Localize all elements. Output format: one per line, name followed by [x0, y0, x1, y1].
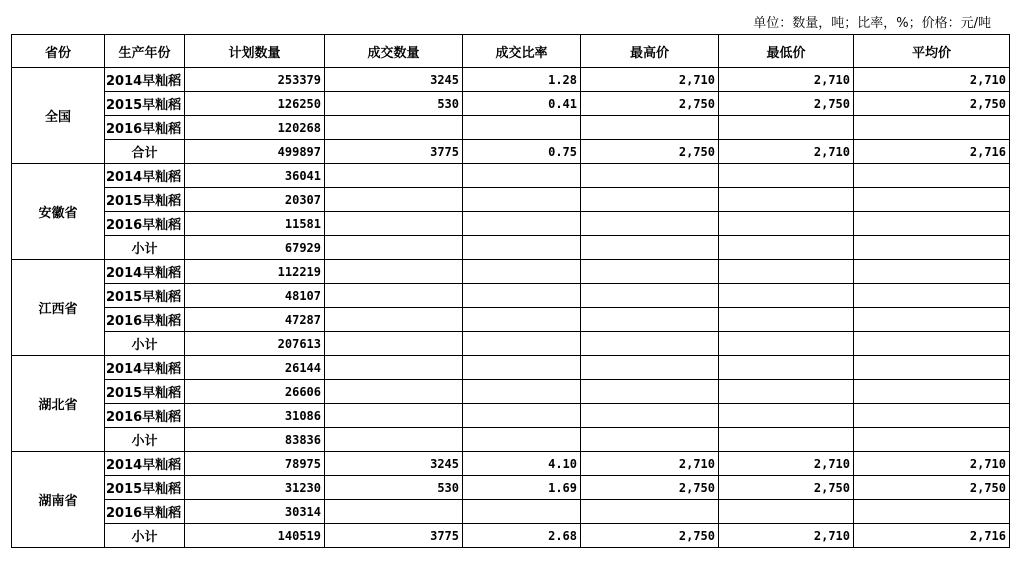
planned-qty-cell: 26144 — [185, 356, 325, 380]
min-price-cell — [719, 212, 854, 236]
max-price-cell — [581, 380, 719, 404]
avg-price-cell: 2,710 — [854, 452, 1010, 476]
avg-price-cell — [854, 188, 1010, 212]
trade-ratio-cell — [463, 380, 581, 404]
table-row — [12, 404, 1010, 428]
trade-ratio-cell — [463, 116, 581, 140]
year-cell: 2015早籼稻 — [105, 380, 185, 404]
table-row — [12, 164, 1010, 188]
max-price-cell — [581, 116, 719, 140]
trade-ratio-cell: 0.41 — [463, 92, 581, 116]
col-traded-qty: 成交数量 — [325, 35, 463, 68]
min-price-cell — [719, 164, 854, 188]
col-avg-price: 平均价 — [854, 35, 1010, 68]
table-row — [12, 260, 1010, 284]
planned-qty-cell: 30314 — [185, 500, 325, 524]
year-cell: 小计 — [105, 236, 185, 260]
trade-ratio-cell: 4.10 — [463, 452, 581, 476]
max-price-cell — [581, 428, 719, 452]
traded-qty-cell: 3245 — [325, 68, 463, 92]
avg-price-cell — [854, 164, 1010, 188]
max-price-cell: 2,750 — [581, 92, 719, 116]
trade-ratio-cell: 2.68 — [463, 524, 581, 548]
planned-qty-cell: 26606 — [185, 380, 325, 404]
avg-price-cell: 2,710 — [854, 68, 1010, 92]
traded-qty-cell: 530 — [325, 92, 463, 116]
min-price-cell — [719, 428, 854, 452]
year-cell: 2015早籼稻 — [105, 188, 185, 212]
traded-qty-cell — [325, 380, 463, 404]
col-planned-qty: 计划数量 — [185, 35, 325, 68]
min-price-cell: 2,710 — [719, 524, 854, 548]
trade-ratio-cell: 1.69 — [463, 476, 581, 500]
max-price-cell — [581, 188, 719, 212]
traded-qty-cell: 3245 — [325, 452, 463, 476]
traded-qty-cell: 3775 — [325, 140, 463, 164]
year-cell: 2016早籼稻 — [105, 116, 185, 140]
max-price-cell: 2,750 — [581, 140, 719, 164]
min-price-cell: 2,710 — [719, 452, 854, 476]
min-price-cell — [719, 284, 854, 308]
max-price-cell — [581, 308, 719, 332]
traded-qty-cell: 3775 — [325, 524, 463, 548]
avg-price-cell — [854, 308, 1010, 332]
max-price-cell — [581, 356, 719, 380]
avg-price-cell: 2,750 — [854, 92, 1010, 116]
year-cell: 2014早籼稻 — [105, 68, 185, 92]
min-price-cell — [719, 188, 854, 212]
planned-qty-cell: 31086 — [185, 404, 325, 428]
max-price-cell — [581, 332, 719, 356]
table-row — [12, 452, 1010, 476]
avg-price-cell — [854, 212, 1010, 236]
traded-qty-cell — [325, 164, 463, 188]
table-row — [12, 308, 1010, 332]
auction-results-table — [11, 34, 1010, 548]
avg-price-cell: 2,716 — [854, 140, 1010, 164]
avg-price-cell — [854, 380, 1010, 404]
province-cell: 湖南省 — [12, 452, 105, 548]
trade-ratio-cell — [463, 404, 581, 428]
province-cell: 江西省 — [12, 260, 105, 356]
planned-qty-cell: 31230 — [185, 476, 325, 500]
unit-note: 单位：数量，吨；比率，%；价格：元/吨 — [753, 16, 991, 31]
trade-ratio-cell — [463, 236, 581, 260]
min-price-cell — [719, 380, 854, 404]
traded-qty-cell — [325, 236, 463, 260]
min-price-cell: 2,750 — [719, 92, 854, 116]
planned-qty-cell: 253379 — [185, 68, 325, 92]
min-price-cell — [719, 116, 854, 140]
year-cell: 2016早籼稻 — [105, 500, 185, 524]
trade-ratio-cell — [463, 500, 581, 524]
year-cell: 2014早籼稻 — [105, 356, 185, 380]
col-trade-ratio: 成交比率 — [463, 35, 581, 68]
trade-ratio-cell — [463, 188, 581, 212]
planned-qty-cell: 140519 — [185, 524, 325, 548]
planned-qty-cell: 112219 — [185, 260, 325, 284]
max-price-cell — [581, 212, 719, 236]
planned-qty-cell: 78975 — [185, 452, 325, 476]
avg-price-cell — [854, 236, 1010, 260]
trade-ratio-cell — [463, 308, 581, 332]
traded-qty-cell — [325, 428, 463, 452]
table-row — [12, 116, 1010, 140]
header-row — [12, 35, 1010, 68]
year-cell: 2015早籼稻 — [105, 476, 185, 500]
year-cell: 小计 — [105, 428, 185, 452]
traded-qty-cell — [325, 212, 463, 236]
traded-qty-cell — [325, 188, 463, 212]
traded-qty-cell — [325, 332, 463, 356]
trade-ratio-cell — [463, 356, 581, 380]
province-cell: 安徽省 — [12, 164, 105, 260]
traded-qty-cell — [325, 116, 463, 140]
trade-ratio-cell — [463, 212, 581, 236]
planned-qty-cell: 36041 — [185, 164, 325, 188]
avg-price-cell: 2,750 — [854, 476, 1010, 500]
table-row — [12, 500, 1010, 524]
planned-qty-cell: 11581 — [185, 212, 325, 236]
avg-price-cell — [854, 404, 1010, 428]
min-price-cell — [719, 404, 854, 428]
year-cell: 小计 — [105, 332, 185, 356]
table-row — [12, 332, 1010, 356]
col-min-price: 最低价 — [719, 35, 854, 68]
traded-qty-cell — [325, 284, 463, 308]
min-price-cell — [719, 260, 854, 284]
max-price-cell: 2,750 — [581, 524, 719, 548]
min-price-cell — [719, 332, 854, 356]
table-row — [12, 356, 1010, 380]
avg-price-cell — [854, 284, 1010, 308]
avg-price-cell: 2,716 — [854, 524, 1010, 548]
traded-qty-cell — [325, 404, 463, 428]
max-price-cell: 2,710 — [581, 452, 719, 476]
year-cell: 2014早籼稻 — [105, 452, 185, 476]
max-price-cell — [581, 260, 719, 284]
min-price-cell — [719, 356, 854, 380]
trade-ratio-cell: 1.28 — [463, 68, 581, 92]
table-row — [12, 92, 1010, 116]
min-price-cell: 2,710 — [719, 140, 854, 164]
max-price-cell — [581, 236, 719, 260]
traded-qty-cell — [325, 356, 463, 380]
year-cell: 小计 — [105, 524, 185, 548]
table-row — [12, 236, 1010, 260]
year-cell: 2014早籼稻 — [105, 260, 185, 284]
table-row — [12, 140, 1010, 164]
avg-price-cell — [854, 332, 1010, 356]
min-price-cell — [719, 500, 854, 524]
province-cell: 湖北省 — [12, 356, 105, 452]
traded-qty-cell: 530 — [325, 476, 463, 500]
avg-price-cell — [854, 428, 1010, 452]
year-cell: 2015早籼稻 — [105, 92, 185, 116]
year-cell: 2015早籼稻 — [105, 284, 185, 308]
max-price-cell: 2,710 — [581, 68, 719, 92]
planned-qty-cell: 67929 — [185, 236, 325, 260]
max-price-cell — [581, 164, 719, 188]
table-row — [12, 428, 1010, 452]
avg-price-cell — [854, 356, 1010, 380]
avg-price-cell — [854, 260, 1010, 284]
col-year: 生产年份 — [105, 35, 185, 68]
min-price-cell — [719, 308, 854, 332]
max-price-cell: 2,750 — [581, 476, 719, 500]
trade-ratio-cell — [463, 332, 581, 356]
year-cell: 2016早籼稻 — [105, 404, 185, 428]
max-price-cell — [581, 404, 719, 428]
table-row — [12, 284, 1010, 308]
trade-ratio-cell: 0.75 — [463, 140, 581, 164]
traded-qty-cell — [325, 260, 463, 284]
planned-qty-cell: 48107 — [185, 284, 325, 308]
min-price-cell — [719, 236, 854, 260]
min-price-cell: 2,710 — [719, 68, 854, 92]
avg-price-cell — [854, 500, 1010, 524]
table-row — [12, 524, 1010, 548]
max-price-cell — [581, 500, 719, 524]
col-province: 省份 — [12, 35, 105, 68]
planned-qty-cell: 207613 — [185, 332, 325, 356]
trade-ratio-cell — [463, 164, 581, 188]
avg-price-cell — [854, 116, 1010, 140]
table-row — [12, 380, 1010, 404]
traded-qty-cell — [325, 308, 463, 332]
table-row — [12, 212, 1010, 236]
planned-qty-cell: 83836 — [185, 428, 325, 452]
planned-qty-cell: 120268 — [185, 116, 325, 140]
col-max-price: 最高价 — [581, 35, 719, 68]
min-price-cell: 2,750 — [719, 476, 854, 500]
year-cell: 2016早籼稻 — [105, 308, 185, 332]
trade-ratio-cell — [463, 428, 581, 452]
traded-qty-cell — [325, 500, 463, 524]
planned-qty-cell: 126250 — [185, 92, 325, 116]
trade-ratio-cell — [463, 260, 581, 284]
table-row — [12, 188, 1010, 212]
planned-qty-cell: 47287 — [185, 308, 325, 332]
table-row — [12, 476, 1010, 500]
planned-qty-cell: 499897 — [185, 140, 325, 164]
table-row — [12, 68, 1010, 92]
year-cell: 2016早籼稻 — [105, 212, 185, 236]
year-cell: 2014早籼稻 — [105, 164, 185, 188]
province-cell: 全国 — [12, 68, 105, 164]
planned-qty-cell: 20307 — [185, 188, 325, 212]
year-cell: 合计 — [105, 140, 185, 164]
trade-ratio-cell — [463, 284, 581, 308]
max-price-cell — [581, 284, 719, 308]
